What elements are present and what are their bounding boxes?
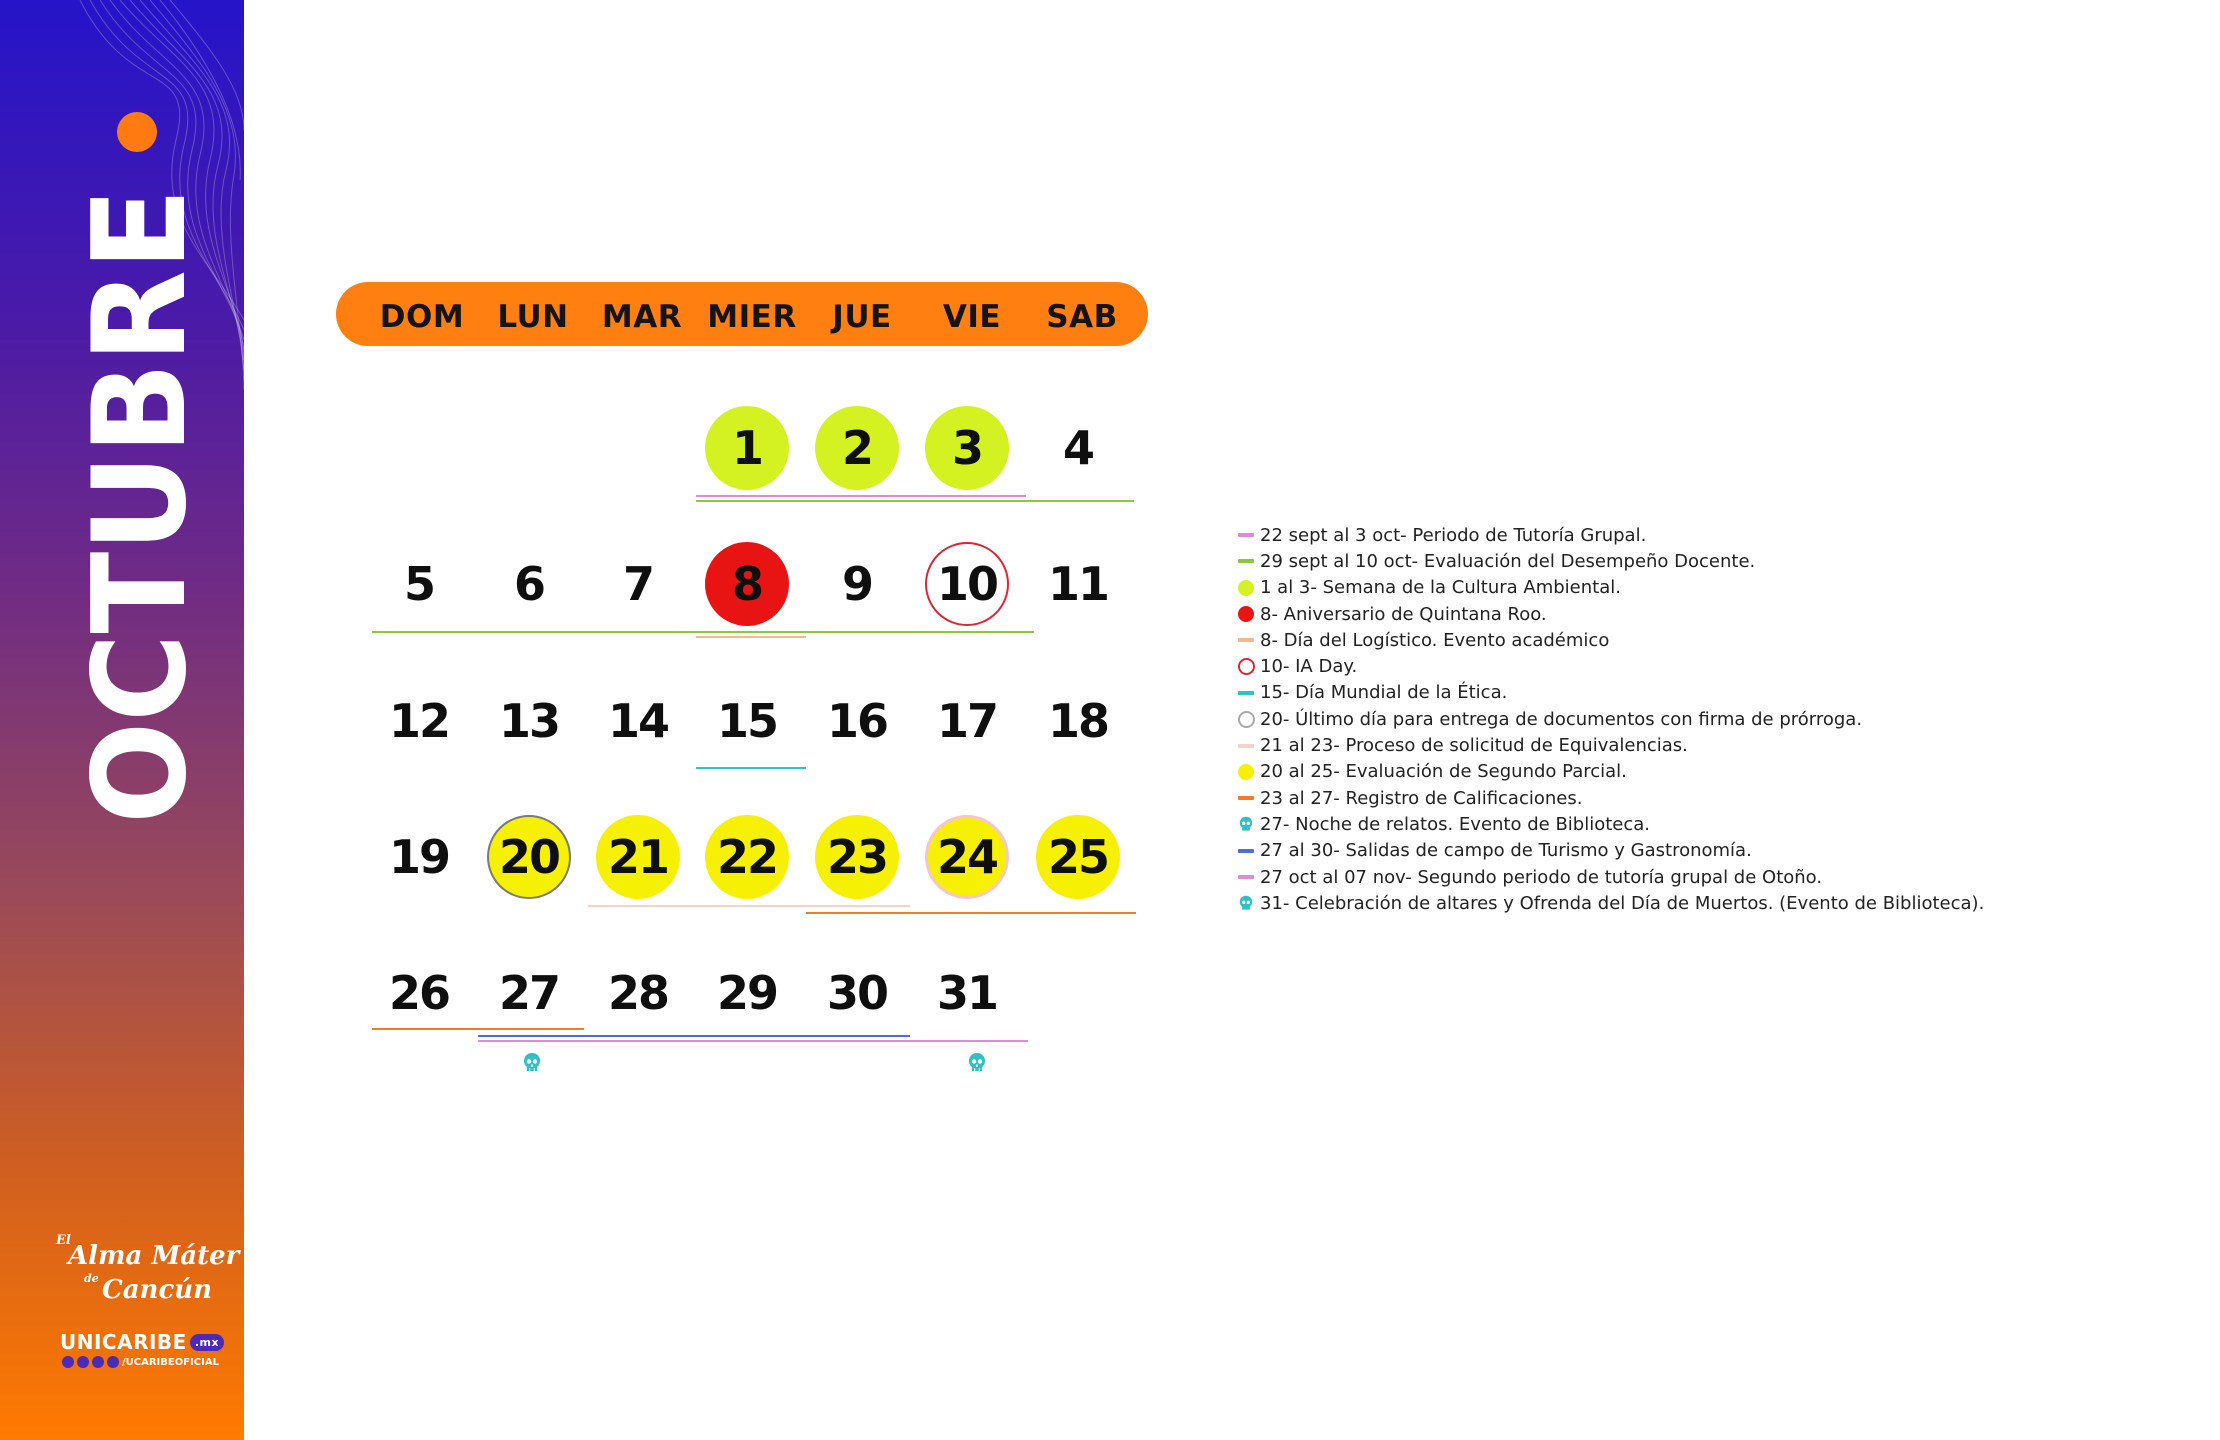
legend-item: 31- Celebración de altares y Ofrenda del Día de Muertos. (Evento de Biblioteca). bbox=[1236, 890, 1984, 916]
weekday-sunday: DOM bbox=[379, 299, 465, 335]
calendar-day[interactable]: 21 bbox=[596, 815, 680, 899]
month-title-text: OCTUBRE bbox=[66, 146, 215, 824]
legend-dot-marker bbox=[1238, 606, 1254, 622]
legend-ring-marker bbox=[1238, 711, 1255, 728]
skull-icon bbox=[523, 1052, 541, 1074]
brand-logo bbox=[60, 1330, 224, 1354]
event-line-dia-etica bbox=[696, 767, 806, 769]
calendar-day[interactable]: 13 bbox=[498, 694, 559, 748]
legend-line-marker bbox=[1238, 796, 1254, 800]
legend-line-marker bbox=[1238, 533, 1254, 537]
calendar-day[interactable]: 25 bbox=[1036, 815, 1120, 899]
calendar-day[interactable]: 15 bbox=[716, 694, 777, 748]
calendar-day[interactable]: 4 bbox=[1062, 421, 1093, 475]
legend-item: 23 al 27- Registro de Calificaciones. bbox=[1236, 785, 1984, 811]
legend-item: 27 al 30- Salidas de campo de Turismo y Gastronomía. bbox=[1236, 838, 1984, 864]
legend-dot-marker bbox=[1238, 764, 1254, 780]
calendar-day[interactable]: 28 bbox=[607, 966, 668, 1020]
legend-line-marker bbox=[1238, 559, 1254, 563]
legend-item: 21 al 23- Proceso de solicitud de Equivalencias. bbox=[1236, 732, 1984, 758]
calendar-day[interactable]: 17 bbox=[936, 694, 997, 748]
event-line-dia-logistico bbox=[696, 636, 806, 638]
calendar-day[interactable]: 27 bbox=[498, 966, 559, 1020]
weekday-saturday: SAB bbox=[1046, 299, 1118, 335]
weekday-monday: LUN bbox=[497, 299, 569, 335]
event-line-evaluacion-docente bbox=[696, 500, 1134, 502]
legend-item: 29 sept al 10 oct- Evaluación del Desempeño Docente. bbox=[1236, 548, 1984, 574]
skull-icon bbox=[1239, 895, 1253, 912]
event-line-calificaciones bbox=[372, 1028, 584, 1030]
legend-item: 27- Noche de relatos. Evento de Biblioteca. bbox=[1236, 811, 1984, 837]
calendar-day[interactable]: 10 bbox=[925, 542, 1009, 626]
brand-name: UNICARIBE bbox=[60, 1330, 187, 1354]
legend-item: 27 oct al 07 nov- Segundo periodo de tutoría grupal de Otoño. bbox=[1236, 864, 1984, 890]
legend-item: 8- Aniversario de Quintana Roo. bbox=[1236, 601, 1984, 627]
event-line-tutoria bbox=[696, 495, 1026, 497]
event-line-tutoria-otono bbox=[478, 1040, 1028, 1042]
legend-dot-marker bbox=[1238, 580, 1254, 596]
calendar-day[interactable]: 19 bbox=[388, 830, 449, 884]
calendar-day[interactable]: 5 bbox=[403, 557, 434, 611]
facebook-icon[interactable] bbox=[62, 1356, 74, 1368]
calendar-day[interactable]: 8 bbox=[705, 542, 789, 626]
weekday-thursday: JUE bbox=[832, 299, 892, 335]
calendar-day[interactable]: 6 bbox=[513, 557, 544, 611]
calendar-day[interactable]: 3 bbox=[925, 406, 1009, 490]
weekday-wednesday: MIER bbox=[707, 299, 797, 335]
calendar-day[interactable]: 7 bbox=[622, 557, 653, 611]
legend-item: 8- Día del Logístico. Evento académico bbox=[1236, 627, 1984, 653]
calendar-day[interactable]: 12 bbox=[388, 694, 449, 748]
calendar-day[interactable]: 2 bbox=[815, 406, 899, 490]
legend-ring-marker bbox=[1238, 658, 1255, 675]
legend-item: 15- Día Mundial de la Ética. bbox=[1236, 680, 1984, 706]
event-line-salidas-campo bbox=[478, 1035, 910, 1037]
calendar-day[interactable]: 9 bbox=[841, 557, 872, 611]
calendar-day[interactable]: 22 bbox=[705, 815, 789, 899]
legend-item: 22 sept al 3 oct- Periodo de Tutoría Grupal. bbox=[1236, 522, 1984, 548]
calendar-day[interactable]: 31 bbox=[936, 966, 997, 1020]
instagram-icon[interactable] bbox=[92, 1356, 104, 1368]
event-line-equivalencias bbox=[588, 905, 910, 907]
calendar-day[interactable]: 29 bbox=[716, 966, 777, 1020]
calendar-day[interactable]: 20 bbox=[487, 815, 571, 899]
event-line-calificaciones bbox=[806, 912, 1136, 914]
calendar-day[interactable]: 18 bbox=[1047, 694, 1108, 748]
legend-line-marker bbox=[1238, 638, 1254, 642]
skull-icon bbox=[1239, 816, 1253, 833]
month-title bbox=[66, 146, 215, 824]
legend-line-marker bbox=[1238, 875, 1254, 879]
legend-item: 20 al 25- Evaluación de Segundo Parcial. bbox=[1236, 759, 1984, 785]
calendar-day[interactable]: 16 bbox=[826, 694, 887, 748]
slogan-logo bbox=[54, 1230, 240, 1310]
legend-item: 10- IA Day. bbox=[1236, 653, 1984, 679]
weekday-tuesday: MAR bbox=[601, 299, 683, 335]
svg-text:de: de bbox=[84, 1272, 99, 1285]
weekday-friday: VIE bbox=[942, 299, 1002, 335]
calendar-day[interactable]: 24 bbox=[925, 815, 1009, 899]
month-dot-decoration bbox=[117, 112, 157, 152]
event-line-evaluacion-docente bbox=[372, 631, 1034, 633]
svg-text:El: El bbox=[56, 1233, 71, 1248]
calendar-day[interactable]: 11 bbox=[1047, 557, 1108, 611]
legend-line-marker bbox=[1238, 744, 1254, 748]
sidebar bbox=[0, 0, 244, 1440]
calendar-day[interactable]: 26 bbox=[388, 966, 449, 1020]
calendar-day[interactable]: 1 bbox=[705, 406, 789, 490]
tiktok-icon[interactable] bbox=[107, 1356, 119, 1368]
weekday-header bbox=[336, 282, 1148, 346]
calendar-day[interactable]: 30 bbox=[826, 966, 887, 1020]
social-links bbox=[62, 1356, 219, 1368]
brand-suffix: .mx bbox=[190, 1334, 224, 1351]
calendar-day[interactable]: 23 bbox=[815, 815, 899, 899]
social-handle: /UCARIBEOFICIAL bbox=[122, 1356, 219, 1368]
legend-item: 20- Último día para entrega de documentos con firma de prórroga. bbox=[1236, 706, 1984, 732]
calendar-day[interactable]: 14 bbox=[607, 694, 668, 748]
legend-item: 1 al 3- Semana de la Cultura Ambiental. bbox=[1236, 575, 1984, 601]
legend-line-marker bbox=[1238, 691, 1254, 695]
legend-line-marker bbox=[1238, 849, 1254, 853]
svg-text:Cancún: Cancún bbox=[102, 1275, 213, 1305]
svg-text:Alma Máter: Alma Máter bbox=[68, 1241, 240, 1271]
event-legend bbox=[1236, 522, 1984, 916]
skull-icon bbox=[968, 1052, 986, 1074]
x-icon[interactable] bbox=[77, 1356, 89, 1368]
